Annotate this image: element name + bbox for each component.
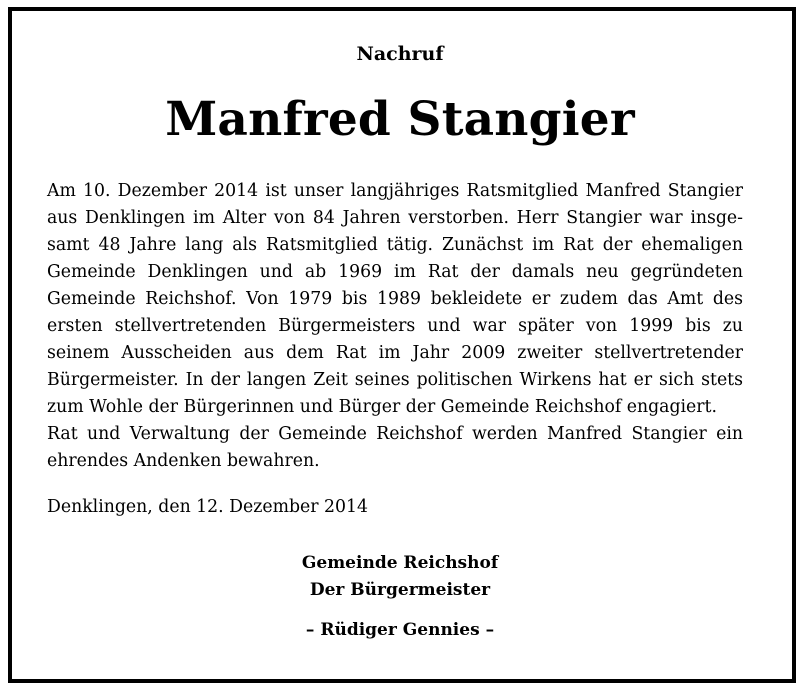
signature-title: Der Bürgermeister [309,580,491,600]
body-line: zum Wohle der Bürgerinnen und Bürger der Gemeinde Reichshof engagiert. [47,397,717,417]
body-line: Rat und Verwaltung der Gemeinde Reichshof werden Manfred Stangier ein [47,424,743,444]
body-line: Am 10. Dezember 2014 ist unser langjähriges Ratsmitglied Manfred Stangier [47,181,743,201]
deceased-name: Manfred Stangier [165,92,635,147]
body-line: Bürgermeister. In der langen Zeit seines politischen Wirkens hat er sich stets [47,370,743,390]
body-line: samt 48 Jahre lang als Ratsmitglied tätig. Zunächst im Rat der ehemaligen [47,235,743,255]
body-line: aus Denklingen im Alter von 84 Jahren verstorben. Herr Stangier war insge- [47,208,743,228]
place-date: Denklingen, den 12. Dezember 2014 [47,497,368,517]
body-line: Gemeinde Reichshof. Von 1979 bis 1989 bekleidete er zudem das Amt des [47,289,743,309]
notice-heading: Nachruf [356,43,444,65]
body-line: ersten stellvertretenden Bürgermeisters und war später von 1999 bis zu [47,316,743,336]
body-line: seinem Ausscheiden aus dem Rat im Jahr 2009 zweiter stellvertretender [47,343,743,363]
signature-organization: Gemeinde Reichshof [301,553,499,573]
body-line: ehrendes Andenken bewahren. [47,451,320,471]
signature-person: – Rüdiger Gennies – [305,620,495,640]
notice-body [47,178,743,475]
body-line: Gemeinde Denklingen und ab 1969 im Rat der damals neu gegründeten [47,262,743,282]
